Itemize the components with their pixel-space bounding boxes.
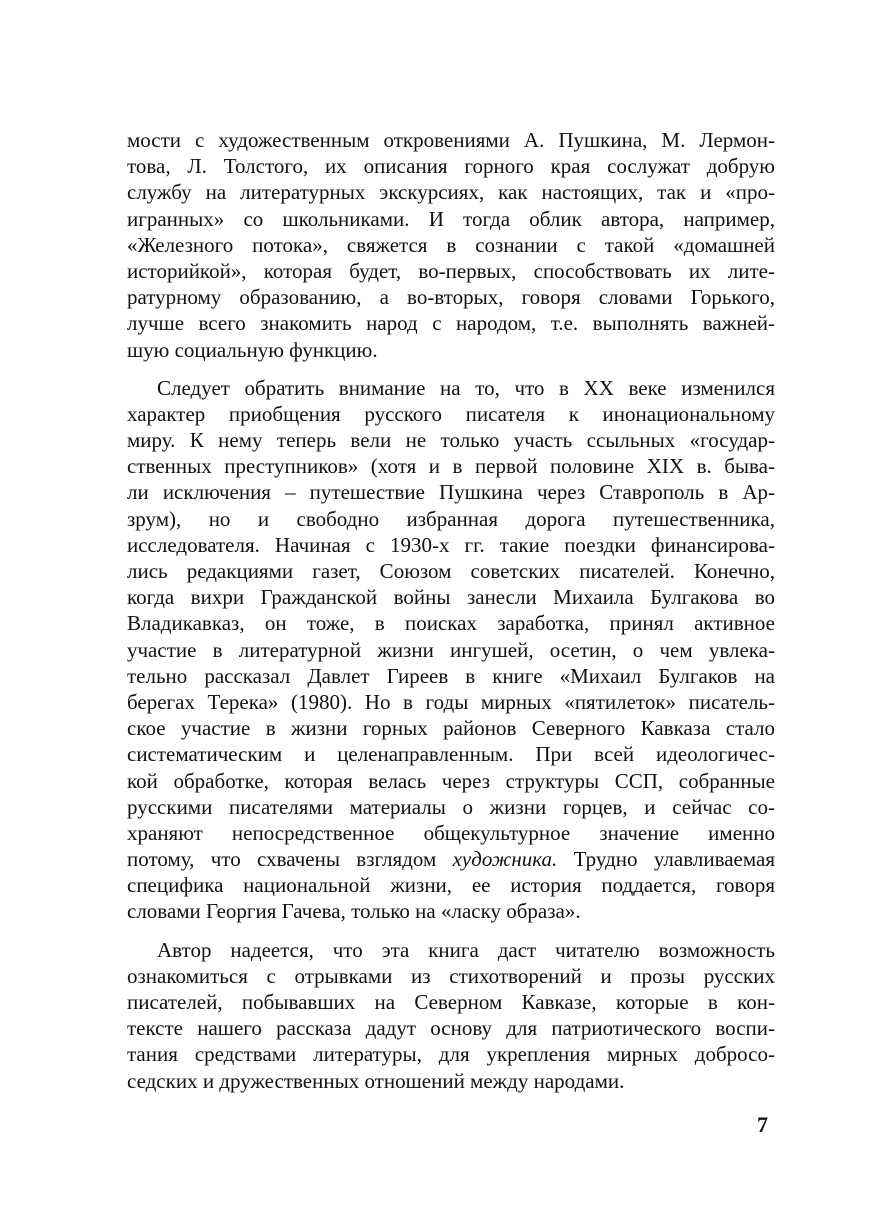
italic-word: художника. (452, 847, 558, 872)
text-line: службу на литературных экскурсиях, как настоящих, так и «про- (127, 180, 775, 205)
text-line-with-italic (127, 846, 775, 872)
page-number: 7 (757, 1112, 768, 1137)
text-run: Трудно улавливаемая (557, 847, 775, 872)
text-line: тания средствами литературы, для укрепления мирных добросо- (127, 1042, 775, 1067)
text-line: Автор надеется, что эта книга даст читателю возможность (157, 937, 775, 962)
text-line: словами Георгия Гачева, только на «ласку образа». (127, 899, 581, 924)
text-line: Владикавказ, он тоже, в поисках заработка, принял активное (127, 611, 775, 636)
text-line: участие в литературной жизни ингушей, осетин, о чем увлека- (127, 637, 775, 662)
text-line: кой обработке, которая велась через структуры ССП, собранные (127, 768, 775, 793)
text-line: храняют непосредственное общекультурное значение именно (127, 820, 775, 845)
text-line: ознакомиться с отрывками из стихотворений и прозы русских (127, 963, 775, 988)
text-line: тексте нашего рассказа дадут основу для патриотического воспи- (127, 1016, 775, 1041)
text-line: мости с художественным откровениями А. Пушкина, М. Лермон- (127, 128, 775, 152)
paragraph-3 (127, 937, 775, 1094)
text-line: когда вихри Гражданской войны занесли Михаила Булгакова во (127, 585, 775, 610)
body-text (127, 127, 775, 1094)
text-line: шую социальную функцию. (127, 337, 378, 362)
text-line: ратурному образованию, а во-вторых, говоря словами Горького, (127, 285, 775, 310)
text-line: характер приобщения русского писателя к инонациональному (127, 401, 775, 426)
text-line: берегах Терека» (1980). Но в годы мирных «пятилеток» писатель- (127, 689, 775, 714)
text-line: това, Л. Толстого, их описания горного края сослужат добрую (127, 154, 775, 179)
text-line: игранных» со школьниками. И тогда облик автора, например, (127, 206, 775, 231)
paragraph-2 (127, 375, 775, 925)
text-line: зрум), но и свободно избранная дорога путешественника, (127, 506, 775, 531)
text-run: потому, что схвачены взглядом (127, 847, 453, 872)
text-line: тельно рассказал Давлет Гиреев в книге «Михаил Булгаков на (127, 663, 775, 688)
text-line: «Железного потока», свяжется в сознании с такой «домашней (127, 232, 775, 257)
text-line: лучше всего знакомить народ с народом, т.е. выполнять важней- (127, 311, 775, 336)
text-line: исследователя. Начиная с 1930-х гг. такие поездки финансирова- (127, 532, 775, 557)
text-line: писателей, побывавших на Северном Кавказе, которые в кон- (127, 990, 775, 1014)
text-line: ское участие в жизни горных районов Северного Кавказа стало (127, 716, 775, 741)
text-line: ственных преступников» (хотя и в первой половине XIX в. быва- (127, 454, 775, 479)
text-line: ли исключения – путешествие Пушкина через Ставрополь в Ар- (127, 480, 775, 505)
text-line: лись редакциями газет, Союзом советских писателей. Конечно, (127, 559, 775, 583)
text-line: историйкой», которая будет, во-первых, способствовать их лите- (127, 258, 775, 283)
paragraph-1 (127, 127, 775, 363)
text-line: русскими писателями материалы о жизни горцев, и сейчас со- (127, 794, 775, 819)
text-line: систематическим и целенаправленным. При всей идеологичес- (127, 742, 775, 767)
text-line: миру. К нему теперь вели не только участь ссыльных «государ- (127, 428, 775, 453)
text-line: седских и дружественных отношений между народами. (127, 1068, 625, 1093)
text-line: специфика национальной жизни, ее история поддается, говоря (127, 873, 775, 898)
text-line: Следует обратить внимание на то, что в XX веке изменился (157, 375, 775, 400)
